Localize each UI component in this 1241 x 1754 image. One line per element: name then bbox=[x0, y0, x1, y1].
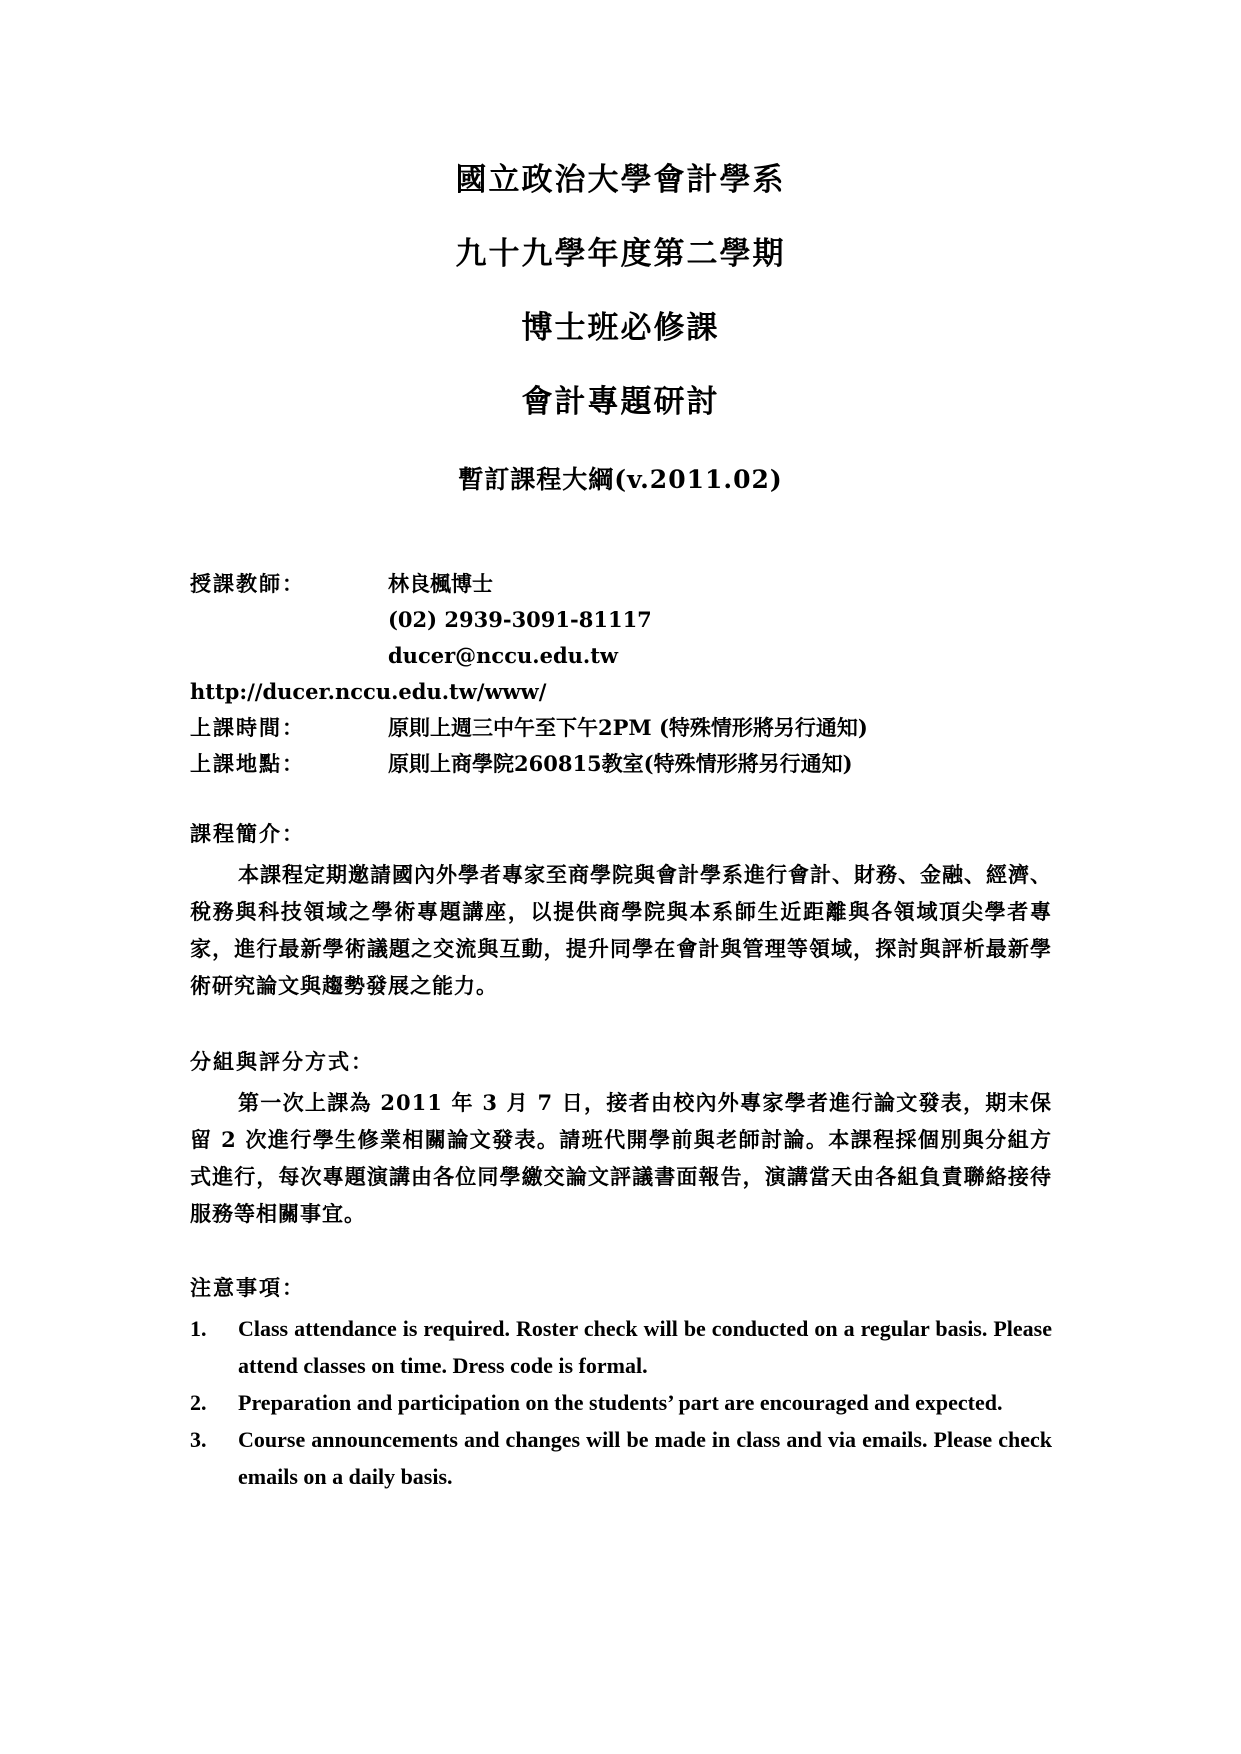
notes-list bbox=[190, 1310, 1052, 1495]
instructor-name: 林良楓博士 bbox=[388, 571, 493, 596]
instructor-email: ducer@nccu.edu.tw bbox=[388, 643, 618, 668]
university-department-title: 國立政治大學會計學系 bbox=[455, 162, 786, 198]
intro-paragraph: 本課程定期邀請國內外學者專家至商學院與會計學系進行會計、財務、金融、經濟、稅務與科技領域之學術專題講座，以提供商學院與本系師生近距離與各領域頂尖學者專家，進行最新學術議題之交流與互動，提升同學在會計與管理等領域，探討與評析最新學術研究論文與趨勢發展之能力。 bbox=[190, 862, 1052, 998]
instructor-website: http://ducer.nccu.edu.tw/www/ bbox=[190, 679, 547, 704]
instructor-label: 授課教師： bbox=[190, 571, 305, 596]
grading-section-title: 分組與評分方式： bbox=[190, 1049, 374, 1074]
program-title: 博士班必修課 bbox=[521, 310, 720, 346]
notes-section-title: 注意事項： bbox=[190, 1275, 305, 1300]
list-item-text: Preparation and participation on the students’ part are encouraged and expected. bbox=[238, 1390, 1003, 1415]
list-item-number: 2. bbox=[190, 1390, 207, 1415]
intro-section-title: 課程簡介： bbox=[190, 821, 305, 846]
class-place-value: 原則上商學院260815教室(特殊情形將另行通知) bbox=[388, 751, 853, 776]
list-item bbox=[190, 1421, 1052, 1495]
list-item-text: Class attendance is required. Roster check will be conducted on a regular basis. Please attend classes on time. Dress code is formal. bbox=[238, 1316, 1052, 1378]
list-item bbox=[190, 1384, 1052, 1421]
list-item-number: 1. bbox=[190, 1316, 207, 1341]
class-time-value: 原則上週三中午至下午2PM (特殊情形將另行通知) bbox=[388, 715, 868, 740]
list-item-text: Course announcements and changes will be made in class and via emails. Please check emails on a daily basis. bbox=[238, 1427, 1052, 1489]
class-time-label: 上課時間： bbox=[190, 715, 305, 740]
list-item bbox=[190, 1310, 1052, 1384]
class-place-label: 上課地點： bbox=[190, 751, 305, 776]
grading-paragraph: 第一次上課為 2011 年 3 月 7 日，接者由校內外專家學者進行論文發表，期末保留 2 次進行學生修業相關論文發表。請班代開學前與老師討論。本課程採個別與分組方式進行，每次專題演講由各位同學繳交論文評議書面報告，演講當天由各組負責聯絡接待服務等相關事宜。 bbox=[190, 1090, 1052, 1226]
instructor-phone: (02) 2939-3091-81117 bbox=[388, 607, 652, 632]
semester-title: 九十九學年度第二學期 bbox=[455, 236, 786, 272]
course-title: 會計專題研討 bbox=[521, 384, 720, 420]
list-item-number: 3. bbox=[190, 1427, 207, 1452]
syllabus-version-title: 暫訂課程大綱(v.2011.02) bbox=[458, 465, 783, 494]
